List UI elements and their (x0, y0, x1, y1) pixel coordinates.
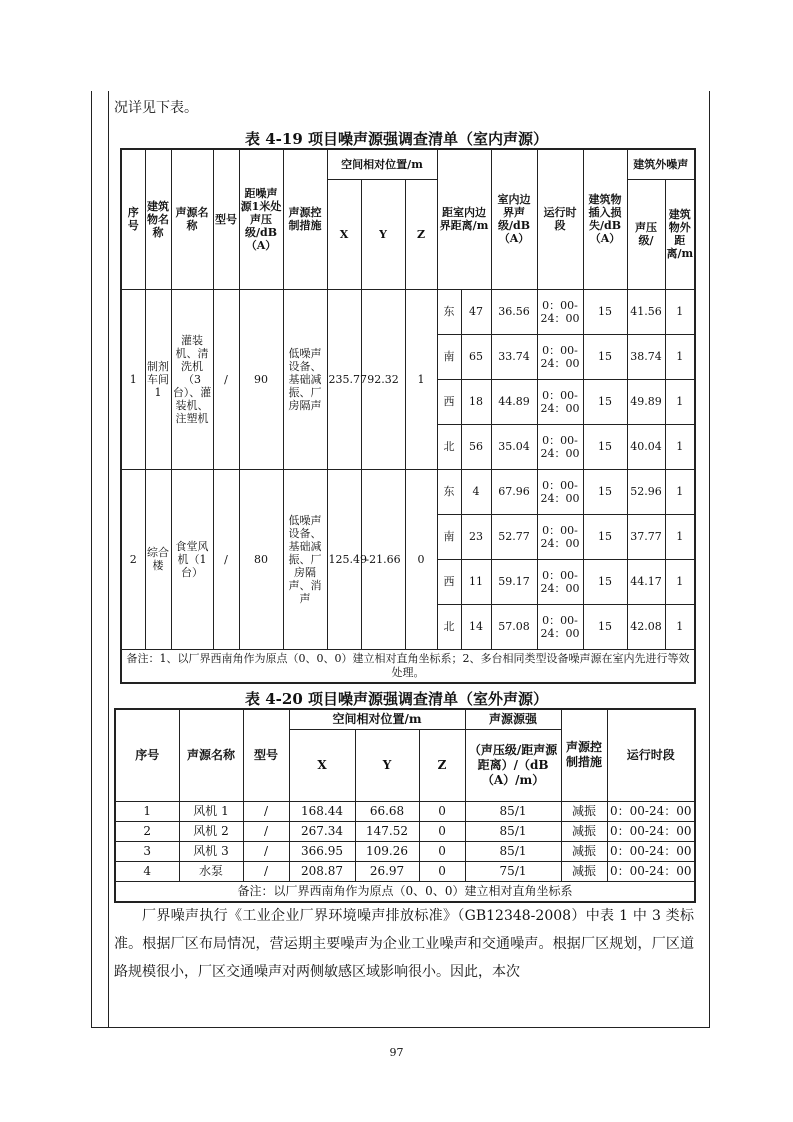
cell-time: 0：00-24：00 (537, 289, 583, 334)
table-row (115, 841, 695, 861)
cell-dist: 56 (461, 424, 491, 469)
cell-loss: 15 (583, 289, 627, 334)
cell-seq: 1 (121, 289, 145, 469)
cell-dir: 东 (437, 469, 461, 514)
table-row (115, 801, 695, 821)
cell-dist: 14 (461, 604, 491, 649)
cell-building: 综合楼 (145, 469, 171, 649)
cell-indoor: 35.04 (491, 424, 537, 469)
th2-strength-sub: （声压级/距声源距离）/（dB（A）/m） (465, 729, 561, 801)
cell-dir: 西 (437, 379, 461, 424)
cell-seq: 1 (115, 801, 179, 821)
cell-out-dist: 1 (665, 514, 695, 559)
cell-x: 168.44 (289, 801, 355, 821)
th-insertion-loss: 建筑物插入损失/dB（A） (583, 149, 627, 289)
cell-out-spl: 38.74 (627, 334, 665, 379)
cell-loss: 15 (583, 559, 627, 604)
cell-dir: 南 (437, 514, 461, 559)
th-outside-spl: 声压级/ (627, 179, 665, 289)
th-building: 建筑物名称 (145, 149, 171, 289)
th-model: 型号 (213, 149, 239, 289)
cell-x: 125.49 (327, 469, 361, 649)
th-source: 声源名称 (171, 149, 213, 289)
cell-time: 0：00-24：00 (537, 514, 583, 559)
cell-indoor: 33.74 (491, 334, 537, 379)
cell-out-dist: 1 (665, 559, 695, 604)
cell-strength: 75/1 (465, 861, 561, 881)
cell-indoor: 44.89 (491, 379, 537, 424)
cell-control: 减振 (561, 841, 607, 861)
cell-out-spl: 49.89 (627, 379, 665, 424)
cell-loss: 15 (583, 379, 627, 424)
th2-y: Y (355, 729, 419, 801)
outdoor-noise-table (114, 708, 696, 903)
cell-source: 水泵 (179, 861, 243, 881)
cell-strength: 85/1 (465, 801, 561, 821)
cell-dir: 东 (437, 289, 461, 334)
cell-indoor: 57.08 (491, 604, 537, 649)
th2-run-time: 运行时段 (607, 709, 695, 801)
table-row (115, 821, 695, 841)
cell-dist: 18 (461, 379, 491, 424)
cell-time: 0：00-24：00 (607, 801, 695, 821)
cell-x: 235.77 (327, 289, 361, 469)
cell-source: 风机 2 (179, 821, 243, 841)
cell-out-dist: 1 (665, 424, 695, 469)
cell-model: / (243, 861, 289, 881)
cell-dist: 65 (461, 334, 491, 379)
cell-loss: 15 (583, 469, 627, 514)
table-4-19-note: 备注：1、以厂界西南角作为原点（0、0、0）建立相对直角坐标系；2、多台相同类型设备噪声源在室内先进行等效处理。 (121, 649, 695, 683)
table-row (121, 469, 695, 514)
cell-source: 食堂风机（1台） (171, 469, 213, 649)
cell-indoor: 36.56 (491, 289, 537, 334)
cell-time: 0：00-24：00 (537, 334, 583, 379)
intro-text: 况详见下表。 (114, 100, 198, 116)
cell-loss: 15 (583, 334, 627, 379)
th2-source: 声源名称 (179, 709, 243, 801)
cell-loss: 15 (583, 604, 627, 649)
th2-z: Z (419, 729, 465, 801)
cell-y: 109.26 (355, 841, 419, 861)
table-4-20-caption: 表 4-20 项目噪声源强调查清单（室外声源） (245, 690, 548, 708)
indoor-noise-table (120, 148, 696, 684)
cell-out-spl: 52.96 (627, 469, 665, 514)
cell-time: 0：00-24：00 (607, 821, 695, 841)
cell-dir: 北 (437, 424, 461, 469)
cell-y: 26.97 (355, 861, 419, 881)
th2-seq: 序号 (115, 709, 179, 801)
th-x: X (327, 179, 361, 289)
cell-out-spl: 41.56 (627, 289, 665, 334)
cell-strength: 85/1 (465, 821, 561, 841)
cell-model: / (213, 289, 239, 469)
cell-time: 0：00-24：00 (537, 469, 583, 514)
th-spl-1m: 距噪声源1米处声压级/dB（A） (239, 149, 283, 289)
th2-control: 声源控制措施 (561, 709, 607, 801)
cell-dist: 23 (461, 514, 491, 559)
cell-out-spl: 44.17 (627, 559, 665, 604)
cell-y: -21.66 (361, 469, 405, 649)
cell-time: 0：00-24：00 (607, 861, 695, 881)
cell-loss: 15 (583, 424, 627, 469)
cell-control: 减振 (561, 821, 607, 841)
cell-out-dist: 1 (665, 289, 695, 334)
cell-out-dist: 1 (665, 604, 695, 649)
th-control: 声源控制措施 (283, 149, 327, 289)
th-seq: 序号 (121, 149, 145, 289)
cell-seq: 2 (121, 469, 145, 649)
cell-seq: 4 (115, 861, 179, 881)
th-z: Z (405, 179, 437, 289)
cell-z: 0 (419, 841, 465, 861)
cell-time: 0：00-24：00 (537, 424, 583, 469)
th2-strength: 声源源强 (465, 709, 561, 729)
cell-control: 减振 (561, 801, 607, 821)
cell-out-spl: 37.77 (627, 514, 665, 559)
cell-control: 低噪声设备、基础减振、厂房隔声、消声 (283, 469, 327, 649)
cell-z: 0 (405, 469, 437, 649)
th-outside-noise: 建筑外噪声 (627, 149, 695, 179)
table-row (121, 289, 695, 334)
cell-source: 风机 1 (179, 801, 243, 821)
cell-z: 0 (419, 861, 465, 881)
cell-seq: 3 (115, 841, 179, 861)
th2-space-pos: 空间相对位置/m (289, 709, 465, 729)
cell-building: 制剂车间1 (145, 289, 171, 469)
cell-dist: 4 (461, 469, 491, 514)
cell-control: 低噪声设备、基础减振、厂房隔声 (283, 289, 327, 469)
cell-z: 1 (405, 289, 437, 469)
table-4-19-caption: 表 4-19 项目噪声源强调查清单（室内声源） (245, 130, 548, 148)
cell-spl: 80 (239, 469, 283, 649)
cell-strength: 85/1 (465, 841, 561, 861)
cell-x: 208.87 (289, 861, 355, 881)
cell-y: 147.52 (355, 821, 419, 841)
body-paragraph: 厂界噪声执行《工业企业厂界环境噪声排放标准》（GB12348-2008）中表 1 中 3 类标准。根据厂区布局情况，营运期主要噪声为企业工业噪声和交通噪声。根据厂区规划，厂区道路规模很小，厂区交通噪声对两侧敏感区域影响很小。因此，本次 (114, 908, 694, 980)
cell-z: 0 (419, 821, 465, 841)
cell-model: / (243, 801, 289, 821)
cell-source: 灌装机、清洗机（3台）、灌装机、注塑机 (171, 289, 213, 469)
cell-time: 0：00-24：00 (537, 604, 583, 649)
cell-spl: 90 (239, 289, 283, 469)
th-boundary-dist: 距室内边界距离/m (437, 149, 491, 289)
table-4-20-note: 备注：以厂界西南角作为原点（0、0、0）建立相对直角坐标系 (115, 881, 695, 902)
th2-model: 型号 (243, 709, 289, 801)
cell-model: / (243, 841, 289, 861)
cell-out-dist: 1 (665, 379, 695, 424)
cell-dir: 北 (437, 604, 461, 649)
th-space-pos: 空间相对位置/m (327, 149, 437, 179)
cell-out-dist: 1 (665, 469, 695, 514)
table-row (115, 861, 695, 881)
cell-out-spl: 42.08 (627, 604, 665, 649)
page-number: 97 (389, 1046, 404, 1059)
cell-time: 0：00-24：00 (537, 379, 583, 424)
cell-indoor: 59.17 (491, 559, 537, 604)
th-indoor-spl: 室内边界声级/dB（A） (491, 149, 537, 289)
cell-seq: 2 (115, 821, 179, 841)
th-outside-dist: 建筑物外距离/m (665, 179, 695, 289)
cell-out-spl: 40.04 (627, 424, 665, 469)
cell-dir: 西 (437, 559, 461, 604)
cell-z: 0 (419, 801, 465, 821)
th-run-time: 运行时段 (537, 149, 583, 289)
cell-dir: 南 (437, 334, 461, 379)
cell-y: 66.68 (355, 801, 419, 821)
cell-indoor: 52.77 (491, 514, 537, 559)
cell-dist: 11 (461, 559, 491, 604)
cell-loss: 15 (583, 514, 627, 559)
cell-model: / (213, 469, 239, 649)
page-frame-inner-rule (108, 91, 109, 1027)
cell-x: 366.95 (289, 841, 355, 861)
th2-x: X (289, 729, 355, 801)
cell-x: 267.34 (289, 821, 355, 841)
th-y: Y (361, 179, 405, 289)
cell-control: 减振 (561, 861, 607, 881)
cell-out-dist: 1 (665, 334, 695, 379)
cell-model: / (243, 821, 289, 841)
cell-indoor: 67.96 (491, 469, 537, 514)
cell-y: 92.32 (361, 289, 405, 469)
cell-time: 0：00-24：00 (607, 841, 695, 861)
cell-dist: 47 (461, 289, 491, 334)
cell-source: 风机 3 (179, 841, 243, 861)
cell-time: 0：00-24：00 (537, 559, 583, 604)
